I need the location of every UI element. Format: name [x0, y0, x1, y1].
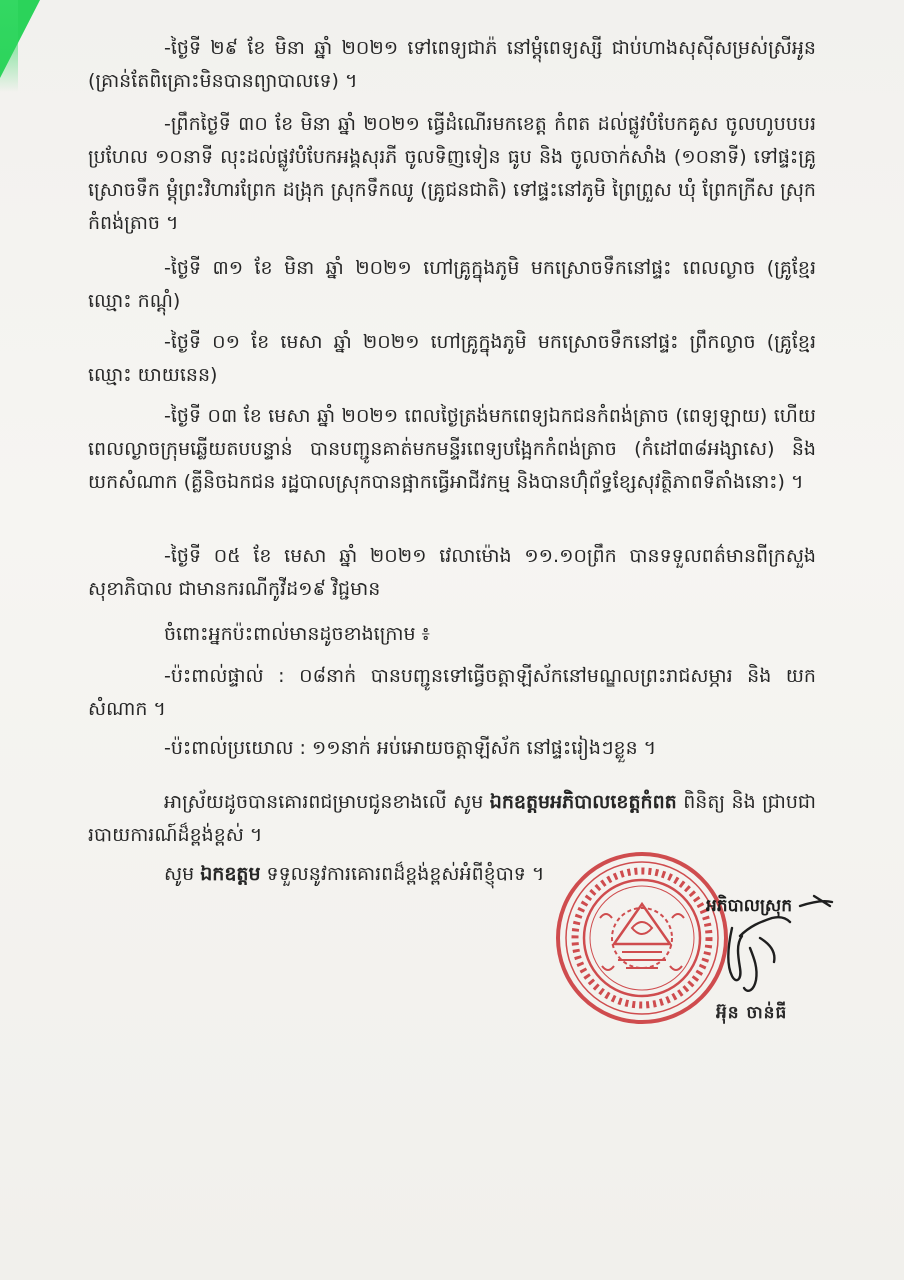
signature-title: អភិបាលស្រុក [706, 896, 792, 916]
closing-1-addressee: ឯកឧត្តមអភិបាលខេត្តកំពត [489, 791, 677, 813]
signer-name: អ៊ុន ចាន់ធី [716, 1003, 788, 1023]
paragraph-05-april: -ថ្ងៃទី ០៥ ខែ មេសា ឆ្នាំ ២០២១ វេលាម៉ោង ១១.១០ព្រឹក បានទទួលពត៌មានពីក្រសួង សុខាភិបាល ជាមានករណីកូវីដ១៩ វិជ្ជមាន [88, 545, 816, 600]
closing-2-suffix: ទទួលនូវការគោរពដ៏ខ្ពង់ខ្ពស់អំពីខ្ញុំបាទ ។ [260, 863, 545, 885]
paragraph-03-april: -ថ្ងៃទី ០៣ ខែ មេសា ឆ្នាំ ២០២១ ពេលថ្ងៃត្រង់មកពេទ្យឯកជនកំពង់ត្រាច (ពេទ្យឡាយ) ហើយពេលល្ងាចក្រុមឆ្លើយតបបន្ទាន់ បានបញ្ជូនគាត់មកមន្ទីរពេទ្យបង្អែកកំពង់ត្រាច (កំដៅ៣៨អង្សាសេ) និង យកសំណាក (គ្លីនិចឯកជន រដ្ឋបាលស្រុកបានផ្អាកធ្វើអាជីវកម្ម និងបានហ៊ុំព័ទ្ធខ្សែសុវត្ថិភាពទីតាំងនោះ) ។ [88, 405, 816, 493]
closing-2-addressee: ឯកឧត្តម [200, 863, 261, 885]
paragraph-01-april: -ថ្ងៃទី ០១ ខែ មេសា ឆ្នាំ ២០២១ ហៅគ្រូក្នុងភូមិ មកស្រោចទឹកនៅផ្ទះ ព្រឹកល្ងាច (គ្រូខ្មែរ ឈ្មោះ យាយនេន) [88, 331, 816, 386]
paragraph-30-march: -ព្រឹកថ្ងៃទី ៣០ ខែ មិនា ឆ្នាំ ២០២១ ធ្វើដំណើរមកខេត្ត កំពត ដល់ផ្លូវបំបែកគូស ចូលហូបបបរ ប្រហែល ១០នាទី លុះដល់ផ្លូវបំបែកអង្គសុរភី ចូលទិញទៀន ធូប និង ចូលចាក់សាំង (១០នាទី) ទៅផ្ទះគ្រូស្រោចទឹក ម្តុំព្រះវិហារព្រែក ដង្រុក ស្រុកទឹកឈូ (គ្រូជនជាតិ) ទៅផ្ទះនៅភូមិ ព្រៃព្រួស ឃុំ ព្រែកក្រីស ស្រុកកំពង់ត្រាច ។ [88, 113, 816, 234]
direct-contact-line: -ប៉ះពាល់ផ្ទាល់ : ០៨នាក់ បានបញ្ជូនទៅធ្វើចត្តាឡីស័កនៅមណ្ឌលព្រះរាជសម្ភារ និង យកសំណាក ។ [88, 665, 816, 720]
closing-1-suffix: ពិនិត្យ និង ជ្រាបជារបាយការណ៍ដ៏ខ្ពង់ខ្ពស់ ។ [88, 791, 817, 846]
closing-1-prefix: អាស្រ័យដូចបានគោរពជម្រាបជូនខាងលើ សូម [164, 791, 490, 813]
green-edge-background [0, 0, 18, 92]
closing-paragraph-1 [88, 786, 816, 852]
contacts-heading: ចំពោះអ្នកប៉ះពាល់មានដូចខាងក្រោម ៖ [164, 623, 430, 645]
paragraph-31-march: -ថ្ងៃទី ៣១ ខែ មិនា ឆ្នាំ ២០២១ ហៅគ្រូក្នុងភូមិ មកស្រោចទឹកនៅផ្ទះ ពេលល្ងាច (គ្រូខ្មែរ ឈ្មោះ កណ្តុំ) [88, 257, 816, 312]
paragraph-29-march: -ថ្ងៃទី ២៩ ខែ មិនា ឆ្នាំ ២០២១ ទៅពេទ្យជាភ៉ នៅម្តុំពេទ្យស្សី ជាប់ហាងសុស៊ីសម្រស់ស្រីអូន (គ្រាន់តែពិគ្រោះមិនបានព្យាបាលទេ) ។ [88, 37, 816, 92]
indirect-contact-line: -ប៉ះពាល់ប្រយោល : ១១នាក់ អប់អោយចត្តាឡីស័ក នៅផ្ទះរៀងៗខ្លួន ។ [164, 737, 657, 759]
closing-2-prefix: សូម [164, 863, 201, 885]
